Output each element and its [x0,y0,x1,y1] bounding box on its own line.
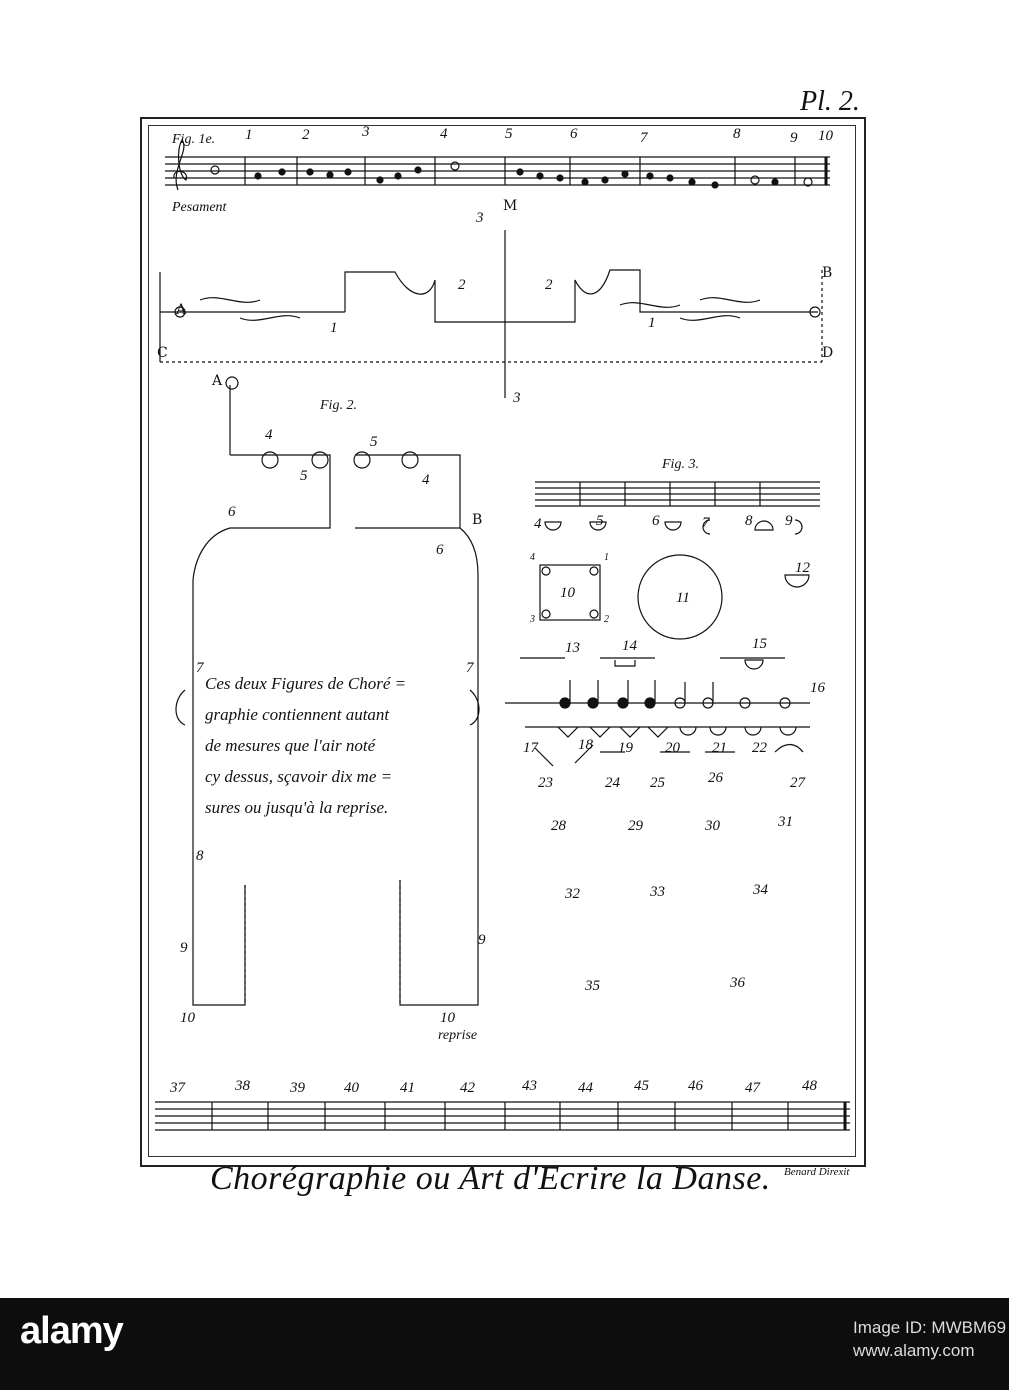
fig3-number: 9 [785,513,793,529]
fig3-number: 4 [534,516,542,532]
fig2-mark: 4 [422,472,430,488]
fig1-corner-d: D [822,345,834,361]
fig3-number: 31 [778,814,793,830]
stock-image-id: Image ID: MWBM69 [853,1318,1007,1337]
fig3-number: 33 [650,884,665,900]
fig3-number: 7 [702,515,710,531]
fig3-number: 32 [565,886,580,902]
fig3-number: 24 [605,775,620,791]
square-corner: 2 [604,614,609,625]
fig1-label: Fig. 1e. [172,132,216,147]
fig3-number: 25 [650,775,665,791]
square-corner: 3 [530,614,535,625]
fig1-measure-9: 9 [790,130,798,146]
fig2-mark: 9 [478,932,486,948]
stock-url: www.alamy.com [853,1341,975,1360]
fig2-mark: 10 [440,1010,455,1026]
fig3-number: 34 [753,882,768,898]
fig1-mark: 3 [513,390,521,406]
fig1-corner-a: A [176,302,187,318]
fig3-number: 19 [618,740,633,756]
plate-title: Chorégraphie ou Art d'Ecrire la Danse. [210,1160,771,1197]
engraver-credit: Benard Direxit [784,1166,850,1178]
staff-number: 40 [344,1080,359,1096]
fig1-measure-8: 8 [733,126,741,142]
caption-line: de mesures que l'air noté [205,736,376,755]
fig2-label: Fig. 2. [320,398,357,413]
fig3-number: 8 [745,513,753,529]
fig2-mark: 4 [265,427,273,443]
fig3-number: 36 [730,975,745,991]
fig3-number: 21 [712,740,727,756]
stock-brand-logo: alamy [20,1310,123,1352]
fig2-b: B [472,512,483,528]
fig1-measure-10: 10 [818,128,833,144]
fig1-mark: 1 [648,315,656,331]
fig1-corner-m: M [503,198,518,214]
fig3-number: 26 [708,770,723,786]
fig2-mark: 9 [180,940,188,956]
fig1-measure-4: 4 [440,126,448,142]
fig1-measure-5: 5 [505,126,513,142]
staff-number: 39 [290,1080,305,1096]
fig3-number: 17 [523,740,538,756]
fig2-mark: 5 [300,468,308,484]
fig1-measure-3: 3 [362,124,370,140]
fig2-mark: 7 [466,660,474,676]
caption-line: Ces deux Figures de Choré = [205,674,407,693]
staff-number: 47 [745,1080,760,1096]
staff-number: 46 [688,1078,703,1094]
fig1-tempo: Pesament [172,200,227,215]
fig2-mark: 10 [180,1010,195,1026]
caption-line: cy dessus, sçavoir dix me = [205,767,393,786]
fig3-number: 10 [560,585,575,601]
staff-number: 48 [802,1078,817,1094]
fig3-label: Fig. 3. [662,457,699,472]
staff-number: 37 [170,1080,185,1096]
fig2-top-a: A [212,373,223,389]
fig3-number: 35 [585,978,600,994]
fig1-mark: 1 [330,320,338,336]
fig3-number: 27 [790,775,805,791]
caption-line: graphie contiennent autant [205,705,390,724]
fig2-mark: 6 [436,542,444,558]
fig3-number: 15 [752,636,767,652]
fig1-corner-b: B [822,265,833,281]
fig2-mark: 8 [196,848,204,864]
staff-number: 42 [460,1080,475,1096]
fig1-measure-6: 6 [570,126,578,142]
fig3-number: 18 [578,737,593,753]
square-corner: 1 [604,552,609,563]
fig3-number: 16 [810,680,825,696]
fig2-caption [205,668,495,823]
fig3-number: 28 [551,818,566,834]
fig3-number: 12 [795,560,810,576]
fig1-corner-c: C [157,345,168,361]
fig3-number: 22 [752,740,767,756]
caption-line: sures ou jusqu'à la reprise. [205,798,389,817]
staff-number: 38 [235,1078,250,1094]
plate-number: Pl. 2. [800,86,860,117]
staff-number: 41 [400,1080,415,1096]
fig3-number: 14 [622,638,637,654]
fig3-number: 29 [628,818,643,834]
fig3-number: 6 [652,513,660,529]
fig3-number: 30 [705,818,720,834]
staff-number: 45 [634,1078,649,1094]
fig1-measure-2: 2 [302,127,310,143]
fig3-number: 20 [665,740,680,756]
fig2-mark: 7 [196,660,204,676]
fig2-mark: 6 [228,504,236,520]
fig2-reprise: reprise [438,1028,478,1043]
fig1-mark: 2 [545,277,553,293]
fig1-measure-7: 7 [640,130,648,146]
fig3-number: 13 [565,640,580,656]
square-corner: 4 [530,552,535,563]
fig1-mark: 3 [476,210,484,226]
fig1-measure-1: 1 [245,127,253,143]
fig3-number: 5 [596,513,604,529]
fig1-mark: 2 [458,277,466,293]
staff-number: 44 [578,1080,593,1096]
fig3-number: 11 [676,590,690,606]
fig2-mark: 5 [370,434,378,450]
fig3-number: 23 [538,775,553,791]
staff-number: 43 [522,1078,537,1094]
